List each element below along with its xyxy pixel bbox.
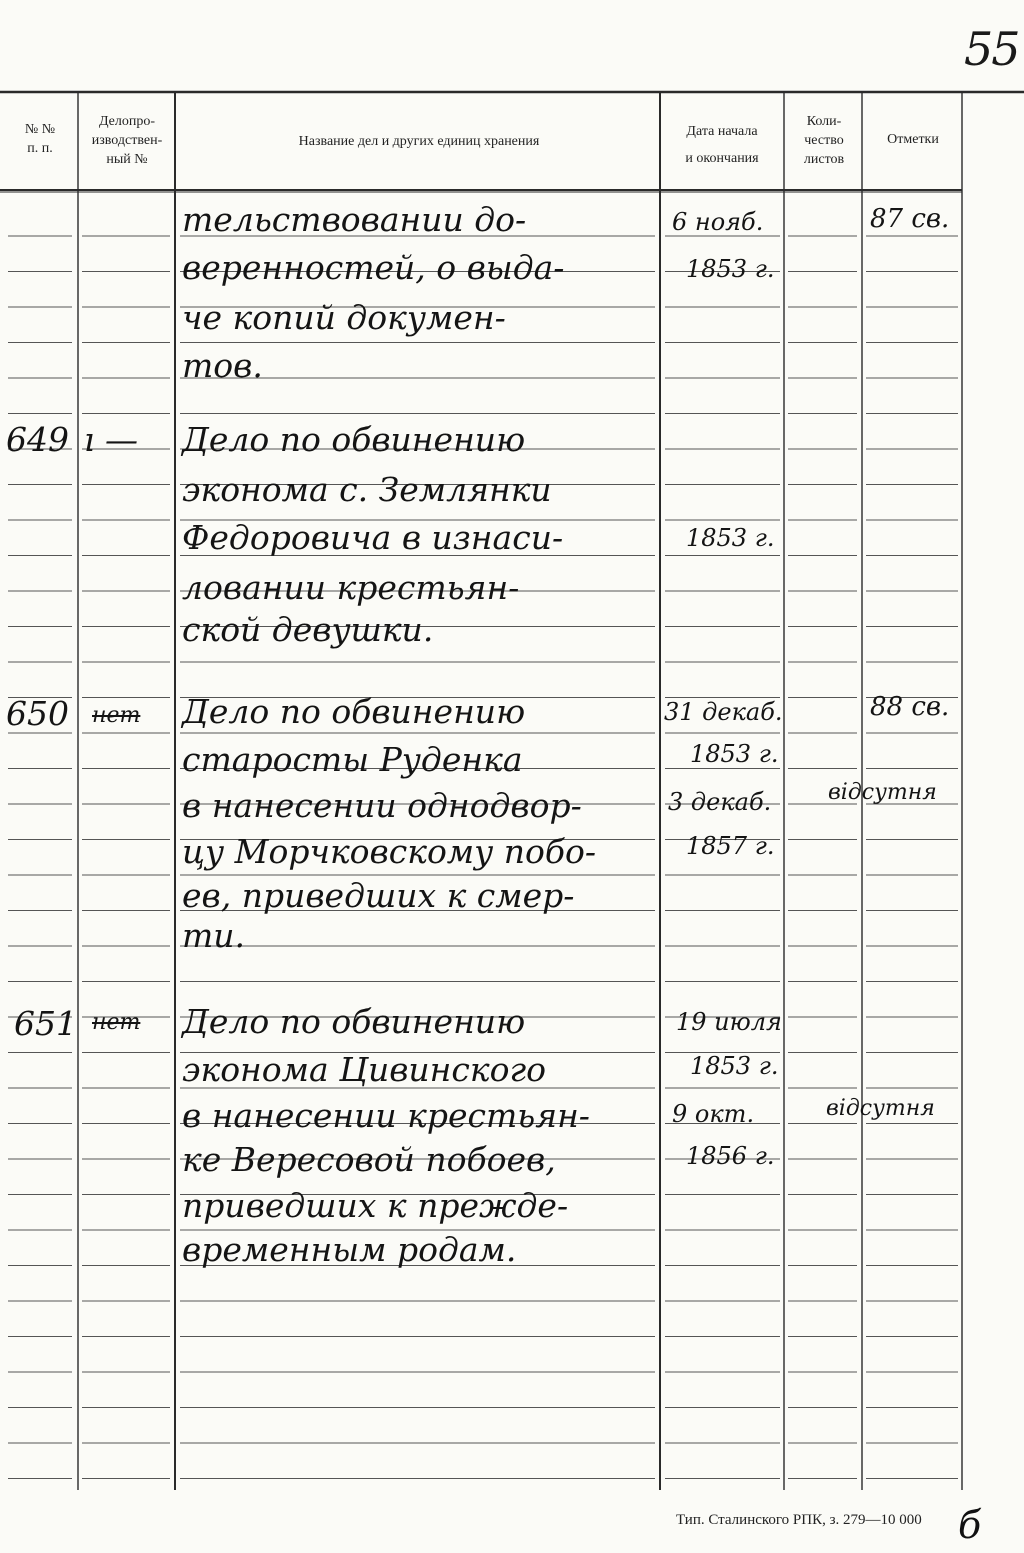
- entry-title-line: че копий докумен-: [182, 298, 506, 337]
- entry-title-line: старосты Руденка: [182, 740, 523, 779]
- entry-date: 1853 г.: [686, 524, 775, 552]
- entry-date: 3 декаб.: [668, 788, 772, 816]
- printer-imprint: Тип. Сталинского РПК, з. 279—10 000: [676, 1512, 922, 1528]
- entry-title-line: Дело по обвинению: [182, 692, 526, 731]
- entry-title-line: приведших к прежде-: [182, 1186, 569, 1225]
- entry-title-line: ти.: [182, 916, 246, 955]
- header-col-office-line-2: изводствен-: [91, 133, 163, 148]
- entry-note: відсутня: [826, 1096, 935, 1121]
- entry-title-line: ловании крестьян-: [182, 568, 520, 607]
- entry-note: відсутня: [828, 780, 937, 805]
- header-col-sheets-line-2: чество: [804, 133, 844, 148]
- entry-number: 649: [6, 420, 69, 459]
- entry-date: 1857 г.: [686, 832, 775, 860]
- entry-note: 87 св.: [870, 204, 950, 234]
- entry-title-line: Федоровича в изнаси-: [182, 518, 564, 557]
- header-col-sheets-line-3: листов: [803, 152, 845, 167]
- header-col-number-line-2: п. п.: [27, 141, 53, 156]
- page-number: 55: [964, 22, 1019, 76]
- entry-title-line: веренностей, о выда-: [182, 248, 565, 287]
- entry-title-line: ев, приведших к смер-: [182, 876, 575, 915]
- header-col-office-line-3: ный №: [106, 152, 148, 167]
- entry-number: 651: [14, 1004, 77, 1043]
- entry-office-number: нет: [92, 1010, 141, 1035]
- entry-title-line: эконома с. Землянки: [182, 470, 552, 509]
- header-col-dates-line-2: и окончания: [685, 151, 759, 166]
- header-col-number-line-1: № №: [24, 122, 56, 137]
- entry-title-line: в нанесении однодвор-: [182, 786, 582, 825]
- header-col-dates: [662, 118, 782, 172]
- entry-title-line: ской девушки.: [182, 610, 434, 649]
- header-col-title: Название дел и других единиц хранения: [298, 134, 540, 149]
- entry-date: 9 окт.: [672, 1100, 755, 1128]
- header-col-number: [10, 120, 70, 158]
- entry-title-line: временным родам.: [182, 1230, 517, 1269]
- entry-number: 650: [6, 694, 69, 733]
- entry-date: 1853 г.: [690, 740, 779, 768]
- entry-date: 1853 г.: [686, 255, 775, 283]
- header-col-sheets-line-1: Коли-: [806, 114, 842, 129]
- entry-date: 6 нояб.: [672, 208, 764, 236]
- header-col-office: [80, 112, 174, 169]
- header-col-notes: Отметки: [887, 132, 939, 147]
- header-col-sheets: [786, 112, 862, 169]
- header-col-dates-line-1: Дата начала: [686, 124, 758, 139]
- handwritten-sheet-mark: б: [958, 1503, 982, 1547]
- header-col-office-line-1: Делопро-: [98, 114, 156, 129]
- entry-title-line: Дело по обвинению: [182, 1002, 526, 1041]
- entry-date: 19 июля: [676, 1008, 782, 1036]
- entry-date: 1853 г.: [690, 1052, 779, 1080]
- entry-date: 31 декаб.: [664, 698, 783, 726]
- entry-title-line: в нанесении крестьян-: [182, 1096, 590, 1135]
- entry-title-line: ке Вересовой побоев,: [182, 1140, 556, 1179]
- entry-title-line: цу Морчковскому побо-: [182, 832, 597, 871]
- entry-title-line: Дело по обвинению: [182, 420, 526, 459]
- entry-office-number: нет: [92, 703, 141, 728]
- entry-date: 1856 г.: [686, 1142, 775, 1170]
- entry-title-line: эконома Цивинского: [182, 1050, 547, 1089]
- entry-office-number: ı —: [84, 420, 139, 459]
- entry-title-line: тов.: [182, 346, 263, 385]
- entry-note: 88 св.: [870, 692, 950, 722]
- entry-title-line: тельствовании до-: [182, 200, 527, 239]
